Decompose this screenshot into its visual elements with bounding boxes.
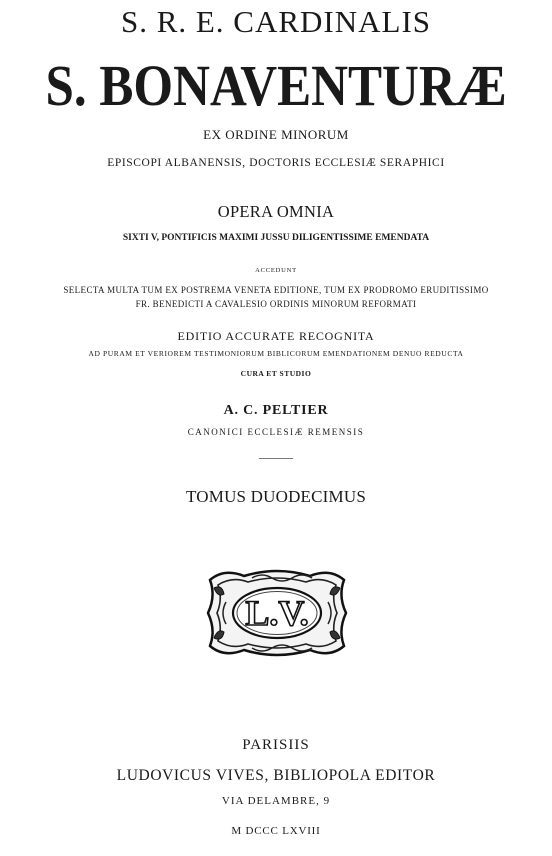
- emblem-monogram: L.V.: [245, 593, 309, 633]
- supplement-line-2: FR. BENEDICTI A CAVALESIO ORDINIS MINORUM REFORMATI: [135, 299, 417, 309]
- order-line: EX ORDINE MINORUM: [203, 127, 349, 142]
- edition-line: EDITIO ACCURATE RECOGNITA: [177, 329, 375, 343]
- edition-note: AD PURAM ET VERIOREM TESTIMONIORUM BIBLICORUM EMENDATIONEM DENUO REDUCTA: [88, 349, 464, 358]
- editor-title: CANONICI ECCLESIÆ REMENSIS: [187, 427, 365, 437]
- year: M DCCC LXVIII: [231, 825, 321, 837]
- work-title: OPERA OMNIA: [217, 202, 335, 221]
- volume-title: TOMUS DUODECIMUS: [186, 487, 366, 506]
- city: PARISIIS: [242, 737, 310, 753]
- subtitle: SIXTI V, PONTIFICIS MAXIMI JUSSU DILIGENTISSIME EMENDATA: [122, 233, 430, 243]
- cura-line: CURA ET STUDIO: [240, 369, 312, 378]
- publisher: LUDOVICUS VIVES, BIBLIOPOLA EDITOR: [116, 767, 436, 784]
- publisher-emblem: [204, 566, 350, 660]
- divider-rule: [259, 458, 293, 459]
- accedunt-label: ACCEDUNT: [255, 267, 297, 274]
- supplement-line-1: SELECTA MULTA TUM EX POSTREMA VENETA EDITIONE, TUM EX PRODROMO ERUDITISSIMO: [63, 285, 489, 295]
- author-name: S. BONAVENTURÆ: [45, 53, 507, 118]
- address: VIA DELAMBRE, 9: [221, 795, 331, 807]
- editor-name: A. C. PELTIER: [223, 403, 329, 418]
- bishop-line: EPISCOPI ALBANENSIS, DOCTORIS ECCLESIÆ SERAPHICI: [107, 157, 445, 169]
- cardinal-line: S. R. E. CARDINALIS: [120, 4, 432, 39]
- publisher-emblem-icon: [204, 566, 350, 660]
